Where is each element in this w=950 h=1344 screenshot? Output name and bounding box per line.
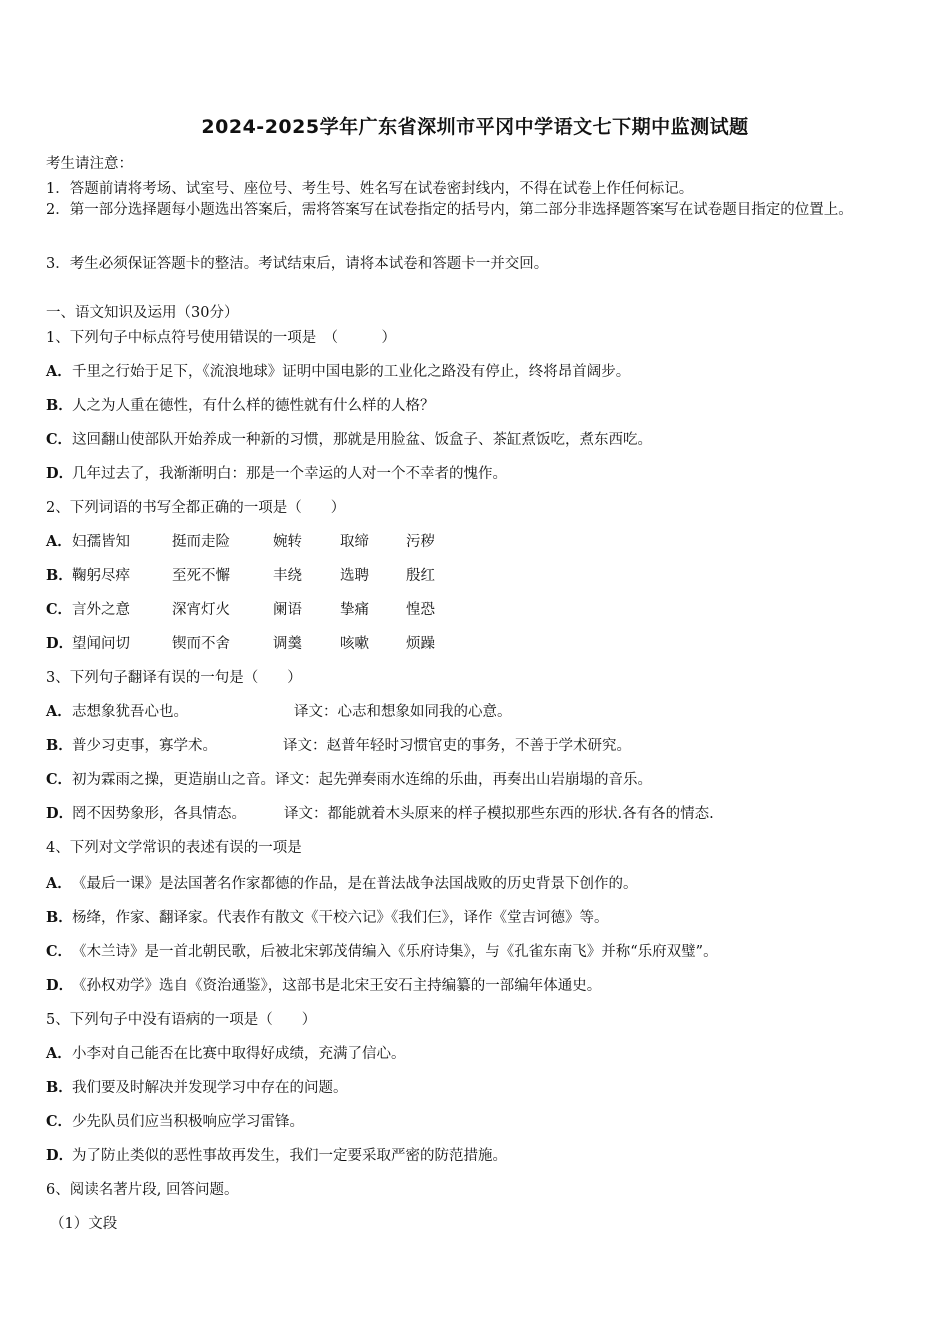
option-text: 杨绛，作家、翻译家。代表作有散文《干校六记》《我们仨》，译作《堂吉诃德》等。 (72, 910, 609, 926)
option-row (46, 632, 435, 653)
option-row (46, 462, 507, 483)
option-text: 小李对自己能否在比赛中取得好成绩，充满了信心。 (72, 1046, 406, 1062)
word: 丰绕 (273, 568, 302, 584)
option-row (46, 1110, 304, 1131)
sub-question-label: （1）文段 (50, 1216, 118, 1232)
option-letter: D． (46, 805, 74, 822)
option-row (46, 906, 609, 927)
word: 挺而走险 (172, 534, 230, 550)
word: 挚痛 (340, 602, 369, 618)
option-letter: D． (46, 465, 74, 482)
option-row (46, 734, 631, 755)
option-row (46, 360, 630, 381)
option-text: 几年过去了，我渐渐明白：那是一个幸运的人对一个不幸者的愧作。 (72, 466, 507, 482)
word: 言外之意 (72, 602, 130, 618)
option-letter: A． (46, 703, 72, 720)
option-letter: D． (46, 635, 74, 652)
option-row (46, 1144, 507, 1165)
option-row (46, 974, 601, 995)
option-row (46, 394, 435, 415)
option-letter: C． (46, 771, 73, 788)
option-row (46, 802, 714, 823)
word: 深宵灯火 (172, 602, 230, 618)
word: 阑语 (273, 602, 302, 618)
option-letter: C． (46, 1113, 73, 1130)
word: 烦躁 (406, 636, 435, 652)
option-letter: B． (46, 737, 73, 754)
word: 妇孺皆知 (72, 534, 130, 550)
word: 惶恐 (406, 602, 435, 618)
option-letter: A． (46, 1045, 72, 1062)
notice-heading: 考生请注意： (46, 156, 133, 172)
option-row (46, 428, 652, 449)
section-heading: 一、语文知识及运用（30分） (46, 305, 239, 321)
option-source: 志想象犹吾心也。 (72, 704, 188, 720)
word: 殷红 (406, 568, 435, 584)
option-letter: C． (46, 431, 73, 448)
option-source: 初为霖雨之操，更造崩山之音。 (72, 772, 275, 788)
option-text: 人之为人重在德性，有什么样的德性就有什么样的人格？ (72, 398, 435, 414)
word: 取缔 (340, 534, 369, 550)
option-letter: A． (46, 875, 72, 892)
word: 咳嗽 (340, 636, 369, 652)
option-row (46, 700, 512, 721)
option-translation: 译文：心志和想象如同我的心意。 (294, 704, 512, 720)
option-translation: 译文：起先弹奏雨水连绵的乐曲，再奏出山岩崩塌的音乐。 (275, 772, 652, 788)
option-text: 我们要及时解决并发现学习中存在的问题。 (72, 1080, 348, 1096)
word: 至死不懈 (172, 568, 230, 584)
option-text: 《木兰诗》是一首北朝民歌，后被北宋郭茂倩编入《乐府诗集》，与《孔雀东南飞》并称“乐府双璧”。 (72, 944, 718, 960)
option-translation: 译文：赵普年轻时习惯官吏的事务，不善于学术研究。 (283, 738, 631, 754)
option-letter: C． (46, 601, 73, 618)
word: 调羹 (273, 636, 302, 652)
question-stem: 5、下列句子中没有语病的一项是（ ） (46, 1012, 317, 1028)
notice-item: 2．第一部分选择题每小题选出答案后，需将答案写在试卷指定的括号内，第二部分非选择题答案写在试卷题目指定的位置上。 (46, 202, 853, 218)
option-source: 普少习吏事，寡学术。 (72, 738, 217, 754)
option-letter: A． (46, 533, 72, 550)
word: 鞠躬尽瘁 (72, 568, 130, 584)
option-row (46, 940, 718, 961)
word: 锲而不舍 (172, 636, 230, 652)
option-text: 为了防止类似的恶性事故再发生，我们一定要采取严密的防范措施。 (72, 1148, 507, 1164)
option-row (46, 768, 652, 789)
option-text: 这回翻山使部队开始养成一种新的习惯，那就是用脸盆、饭盒子、茶缸煮饭吃，煮东西吃。 (72, 432, 652, 448)
word: 望闻问切 (72, 636, 130, 652)
option-text: 《孙权劝学》选自《资治通鉴》，这部书是北宋王安石主持编纂的一部编年体通史。 (72, 978, 602, 994)
question-stem: 3、下列句子翻译有误的一句是（ ） (46, 670, 302, 686)
option-letter: B． (46, 567, 73, 584)
option-text: 少先队员们应当积极响应学习雷锋。 (72, 1114, 304, 1130)
option-row (46, 530, 435, 551)
option-row (46, 598, 435, 619)
word: 选聘 (340, 568, 369, 584)
option-letter: B． (46, 397, 73, 414)
option-letter: B． (46, 1079, 73, 1096)
question-stem: 6、阅读名著片段, 回答问题。 (46, 1182, 239, 1198)
word: 婉转 (273, 534, 302, 550)
option-letter: A． (46, 363, 72, 380)
question-stem: 4、下列对文学常识的表述有误的一项是 (46, 840, 302, 856)
notice-item: 1．答题前请将考场、试室号、座位号、考生号、姓名写在试卷密封线内，不得在试卷上作任何标记。 (46, 181, 694, 197)
notice-item: 3．考生必须保证答题卡的整洁。考试结束后，请将本试卷和答题卡一并交回。 (46, 256, 549, 272)
word: 污秽 (406, 534, 435, 550)
option-letter: C． (46, 943, 73, 960)
option-text: 千里之行始于足下，《流浪地球》证明中国电影的工业化之路没有停止，终将昂首阔步。 (72, 364, 631, 380)
question-stem: 1、下列句子中标点符号使用错误的一项是 （ ） (46, 330, 396, 346)
option-row (46, 564, 435, 585)
option-row (46, 1042, 406, 1063)
option-source: 罔不因势象形，各具情态。 (72, 806, 246, 822)
option-letter: D． (46, 1147, 74, 1164)
option-row (46, 1076, 348, 1097)
option-text: 《最后一课》是法国著名作家都德的作品，是在普法战争法国战败的历史背景下创作的。 (72, 876, 638, 892)
question-stem: 2、下列词语的书写全都正确的一项是（ ） (46, 500, 346, 516)
option-translation: 译文：都能就着木头原来的样子模拟那些东西的形状.各有各的情态. (284, 806, 714, 822)
page-title: 2024-2025学年广东省深圳市平冈中学语文七下期中监测试题 (201, 116, 749, 138)
option-letter: B． (46, 909, 73, 926)
option-letter: D． (46, 977, 74, 994)
option-row (46, 872, 638, 893)
